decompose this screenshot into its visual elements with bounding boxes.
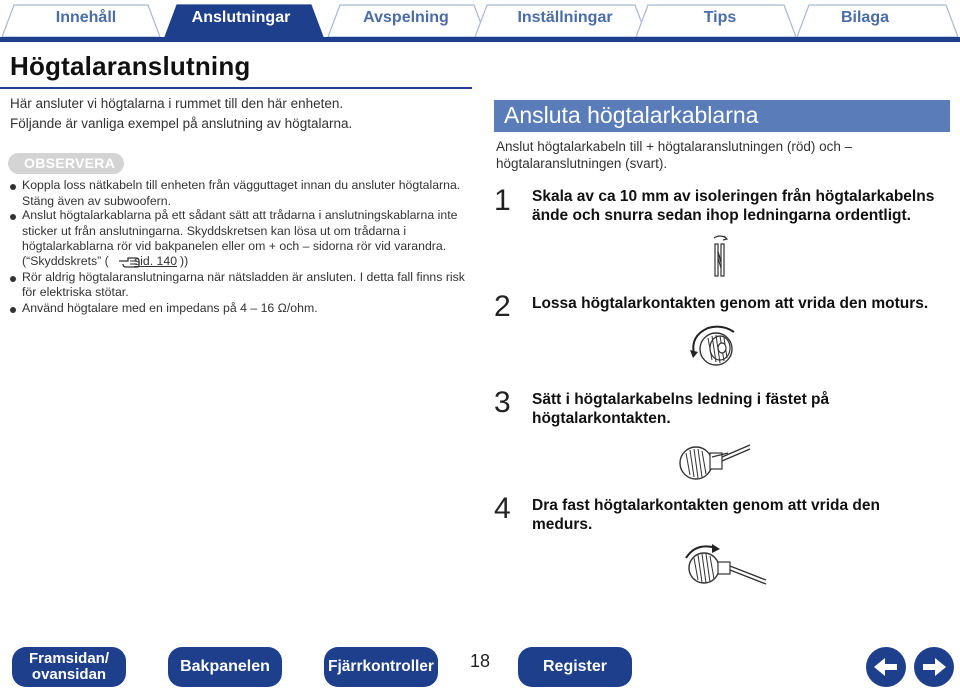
step-2-text: Lossa högtalarkontakten genom att vrida den moturs. (532, 295, 929, 312)
step-4-text: medurs. (532, 516, 593, 533)
section-lead-line-2: högtalaranslutningen (svart). (496, 156, 668, 171)
page-reference-link[interactable]: sid. 140 (134, 254, 178, 268)
note-line: högtalarkablarna rör vid bakpanelen eller om + och – sidorna rör vid varandra. (22, 239, 447, 253)
step-1-text: ände och snurra sedan ihop ledningarna ordentligt. (532, 207, 911, 224)
bullet-dot (10, 214, 16, 220)
note-line: Koppla loss nätkabeln till enheten från vägguttaget innan du ansluter högtalarna. (22, 178, 461, 192)
front-top-label-1: Framsidan/ (28, 650, 110, 667)
section-title: Ansluta högtalarkablarna (504, 102, 759, 128)
step-1-text: Skala av ca 10 mm av isoleringen från högtalarkabelns (532, 188, 935, 205)
tighten-terminal-illustration (682, 540, 768, 592)
front-top-label-2: ovansidan (31, 666, 107, 683)
note-line: Stäng även av subwoofern. (22, 194, 172, 208)
step-4-text: Dra fast högtalarkontakten genom att vrida den (532, 497, 880, 514)
section-lead-line-1: Anslut högtalarkabeln till + högtalaranslutningen (röd) och – (496, 139, 853, 154)
index-button[interactable]: Register (518, 647, 632, 687)
intro-line-1: Här ansluter vi högtalarna i rummet till den här enheten. (10, 96, 344, 111)
title-divider (0, 87, 472, 89)
tab-bilaga[interactable]: Bilaga (840, 9, 889, 26)
page-reference-close: )) (180, 254, 189, 268)
remote-control-button[interactable]: Fjärrkontroller (324, 647, 438, 687)
previous-page-button[interactable] (866, 647, 906, 687)
page-number: 18 (470, 651, 491, 671)
intro-line-2: Följande är vanliga exempel på anslutning av högtalarna. (10, 116, 353, 131)
note-line: Använd högtalare med en impedans på 4 – 16 Ω/ohm. (22, 301, 318, 315)
arrow-left-icon (866, 647, 906, 687)
step-4-number: 4 (494, 492, 511, 525)
note-line: (“Skyddskrets” ( (22, 254, 109, 268)
note-line: Anslut högtalarkablarna på ett sådant sätt att trådarna i anslutningskablarna inte (22, 208, 458, 222)
bullet-dot (10, 276, 16, 282)
insert-wire-illustration (672, 427, 752, 485)
front-top-panel-button[interactable] (12, 647, 126, 687)
bullet-dot (10, 307, 16, 313)
tab-avspelning[interactable]: Avspelning (363, 9, 449, 26)
rear-panel-button[interactable]: Bakpanelen (168, 647, 282, 687)
step-3-number: 3 (494, 386, 511, 419)
page-title: Högtalaranslutning (10, 51, 251, 81)
next-page-button[interactable] (914, 647, 954, 687)
section-header (494, 100, 950, 132)
stripped-wire-illustration (704, 234, 736, 278)
tab-anslutningar[interactable]: Anslutningar (191, 9, 291, 26)
note-line: för elektriska stötar. (22, 285, 129, 299)
tab-innehall[interactable]: Innehåll (55, 9, 117, 26)
tab-installningar[interactable]: Inställningar (517, 9, 613, 26)
loosen-terminal-illustration (684, 322, 748, 374)
note-line: Rör aldrig högtalaranslutningarna när nätsladden är ansluten. I detta fall finns risk (22, 270, 465, 284)
arrow-right-icon (914, 647, 954, 687)
step-2-number: 2 (494, 290, 511, 323)
bullet-dot (10, 184, 16, 190)
note-badge: OBSERVERA (8, 153, 124, 174)
tab-tips[interactable]: Tips (703, 9, 737, 26)
tab-bar-underline (0, 37, 960, 42)
step-3-text: högtalarkontakten. (532, 410, 671, 427)
step-3-text: Sätt i högtalarkabelns ledning i fästet på (532, 391, 830, 408)
top-navigation-tabs (0, 0, 960, 44)
note-line: sticker ut från anslutningarna. Skyddskretsen kan lösa ut om trådarna i (22, 224, 407, 238)
step-1-number: 1 (494, 184, 511, 217)
